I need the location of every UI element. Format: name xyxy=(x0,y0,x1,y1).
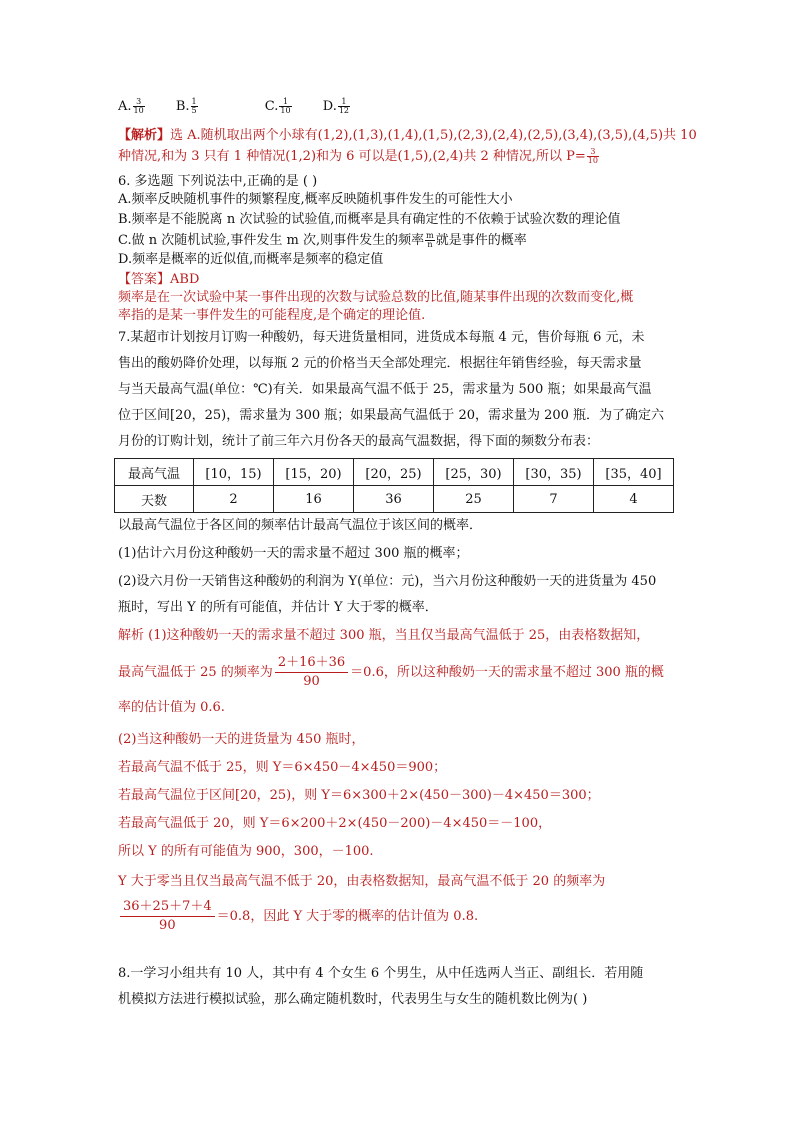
table-cell-days: 16 xyxy=(274,486,354,513)
table-header-temperature: 最高气温 xyxy=(115,459,194,486)
q7-solution-2-post: ＝0.6，所以这种酸奶一天的需求量不超过 300 瓶的概 xyxy=(350,665,664,680)
option-d-den: 12 xyxy=(338,106,350,115)
q7-line-3: 与当天最高气温(单位：℃)有关．如果最高气温不低于 25，需求量为 500 瓶；如果最高气温 xyxy=(118,382,652,397)
table-header-days: 天数 xyxy=(115,486,194,513)
q7-solution-line-4: (2)当这种酸奶一天的进货量为 450 瓶时， xyxy=(118,732,365,747)
table-cell-interval: [10，15) xyxy=(194,459,274,486)
q6-option-c-post: 就是事件的概率 xyxy=(435,233,527,248)
q7-line-1: 7.某超市计划按月订购一种酸奶，每天进货量相同，进货成本每瓶 4 元，售价每瓶 6 元，未 xyxy=(118,330,645,345)
option-c-fraction xyxy=(279,98,291,115)
q7-line-5: 月份的订购计划，统计了前三年六月份各天的最高气温数据，得下面的频数分布表： xyxy=(118,434,600,449)
q7-solution-10-den: 90 xyxy=(159,918,176,933)
q6-explain-2: 率指的是某一事件发生的可能程度,是个确定的理论值. xyxy=(118,308,426,323)
q6-answer: 【答案】ABD xyxy=(118,272,200,287)
q6-explain-1: 频率是在一次试验中某一事件出现的次数与试验总数的比值,随某事件出现的次数而变化,概 xyxy=(118,290,634,305)
option-c-den: 10 xyxy=(280,106,291,115)
q5-analysis-line-1 xyxy=(118,128,697,144)
q6-option-c-fraction xyxy=(425,232,435,249)
q6-stem: 6. 多选题 下列说法中,正确的是 ( ) xyxy=(118,174,318,189)
q6-option-a: A.频率反映随机事件的频繁程度,概率反映随机事件发生的可能性大小 xyxy=(118,192,513,207)
q7-solution-10-num: 36＋25＋7＋4 xyxy=(120,898,215,917)
q7-solution-line-10 xyxy=(118,898,478,935)
table-row-temperature xyxy=(115,459,674,486)
table-cell-days: 7 xyxy=(514,486,594,513)
q7-solution-10-post: ＝0.8，因此 Y 大于零的概率的估计值为 0.8. xyxy=(216,909,479,924)
option-b-label: B. xyxy=(175,99,190,114)
q7-solution-2-pre: 最高气温低于 25 的频率为 xyxy=(118,665,273,680)
q6-option-c xyxy=(118,232,527,249)
q7-solution-line-2 xyxy=(118,654,664,691)
analysis-p-num: 3 xyxy=(587,148,599,157)
table-cell-interval: [30，35) xyxy=(514,459,594,486)
option-b xyxy=(176,98,199,115)
q7-line-2: 售出的酸奶降价处理，以每瓶 2 元的价格当天全部处理完．根据往年销售经验，每天需求量 xyxy=(118,356,642,371)
q7-question-1: (1)估计六月份这种酸奶一天的需求量不超过 300 瓶的概率； xyxy=(118,546,469,561)
q7-solution-line-1: 解析 (1)这种酸奶一天的需求量不超过 300 瓶，当且仅当最高气温低于 25，由表格数据知， xyxy=(118,628,650,643)
option-d-label: D. xyxy=(322,99,337,114)
analysis-p-den: 10 xyxy=(587,156,598,165)
table-cell-days: 4 xyxy=(594,486,674,513)
q7-question-2-line-2: 瓶时，写出 Y 的所有可能值，并估计 Y 大于零的概率． xyxy=(118,600,438,615)
option-c-label: C. xyxy=(264,99,279,114)
q7-solution-2-fraction xyxy=(275,654,348,691)
option-b-fraction xyxy=(191,98,198,115)
q7-line-4: 位于区间[20，25)，需求量为 300 瓶；如果最高气温低于 20，需求量为 200 瓶．为了确定六 xyxy=(118,408,665,423)
table-cell-interval: [25，30) xyxy=(434,459,514,486)
q5-analysis-line-2 xyxy=(118,148,600,165)
option-b-den: 5 xyxy=(191,106,197,115)
q7-solution-line-7: 若最高气温低于 20，则 Y＝6×200＋2×(450－200)－4×450＝－100， xyxy=(118,816,552,831)
q7-solution-line-3: 率的估计值为 0.6. xyxy=(118,700,225,715)
table-cell-days: 2 xyxy=(194,486,274,513)
q6-option-c-num: m xyxy=(426,231,434,240)
q6-option-c-den: n xyxy=(427,240,433,249)
q7-solution-2-num: 2＋16＋36 xyxy=(275,654,348,673)
option-a-label: A. xyxy=(118,99,132,114)
option-a-den: 10 xyxy=(133,106,144,115)
analysis-text-1: 选 A.随机取出两个小球有(1,2),(1,3),(1,4),(1,5),(2,3),(2,4),(2,5),(3,4),(3,5),(4,5)共 10 xyxy=(170,128,697,143)
table-cell-interval: [15，20) xyxy=(274,459,354,486)
frequency-table xyxy=(114,458,674,513)
table-cell-days: 36 xyxy=(354,486,434,513)
q5-options xyxy=(118,98,351,115)
q8-line-1: 8.一学习小组共有 10 人，其中有 4 个女生 6 个男生，从中任选两人当正、副组长．若用随 xyxy=(118,966,644,981)
analysis-p-fraction xyxy=(587,148,599,165)
q7-solution-line-8: 所以 Y 的所有可能值为 900，300，－100. xyxy=(118,844,374,859)
table-cell-days: 25 xyxy=(434,486,514,513)
option-a xyxy=(118,98,146,115)
q8-line-2: 机模拟方法进行模拟试验，那么确定随机数时，代表男生与女生的随机数比例为( ) xyxy=(118,992,588,1007)
option-d xyxy=(323,98,351,115)
q6-option-b: B.频率是不能脱离 n 次试验的试验值,而概率是具有确定性的不依赖于试验次数的理论值 xyxy=(118,212,621,227)
q6-option-c-pre: C.做 n 次随机试验,事件发生 m 次,则事件发生的频率 xyxy=(118,233,425,248)
q6-option-d: D.频率是概率的近似值,而概率是频率的稳定值 xyxy=(118,252,384,267)
option-a-num: 3 xyxy=(133,98,145,107)
option-a-fraction xyxy=(133,98,145,115)
analysis-tag: 【解析】 xyxy=(118,128,171,143)
table-cell-interval: [35，40] xyxy=(594,459,674,486)
q7-solution-line-9: Y 大于零当且仅当最高气温不低于 20，由表格数据知，最高气温不低于 20 的频率为 xyxy=(118,874,606,889)
analysis-text-2: 种情况,和为 3 只有 1 种情况(1,2)和为 6 可以是(1,5),(2,4)共 2 种情况,所以 P= xyxy=(118,149,586,164)
q7-question-2-line-1: (2)设六月份一天销售这种酸奶的利润为 Y(单位：元)，当六月份这种酸奶一天的进货量为 450 xyxy=(118,574,657,589)
option-b-num: 1 xyxy=(191,97,197,106)
table-cell-interval: [20，25) xyxy=(354,459,434,486)
q7-solution-line-6: 若最高气温位于区间[20，25)，则 Y＝6×300＋2×(450－300)－4×450＝300； xyxy=(118,788,600,803)
option-d-fraction xyxy=(338,98,350,115)
q7-solution-10-fraction xyxy=(120,898,215,935)
q7-after-table: 以最高气温位于各区间的频率估计最高气温位于该区间的概率． xyxy=(118,518,483,533)
option-c xyxy=(265,98,293,115)
q7-solution-line-5: 若最高气温不低于 25，则 Y＝6×450－4×450＝900； xyxy=(118,760,447,775)
table-row-days xyxy=(115,486,674,513)
q7-solution-2-den: 90 xyxy=(303,674,320,689)
option-c-num: 1 xyxy=(279,98,291,107)
option-d-num: 1 xyxy=(338,98,350,107)
